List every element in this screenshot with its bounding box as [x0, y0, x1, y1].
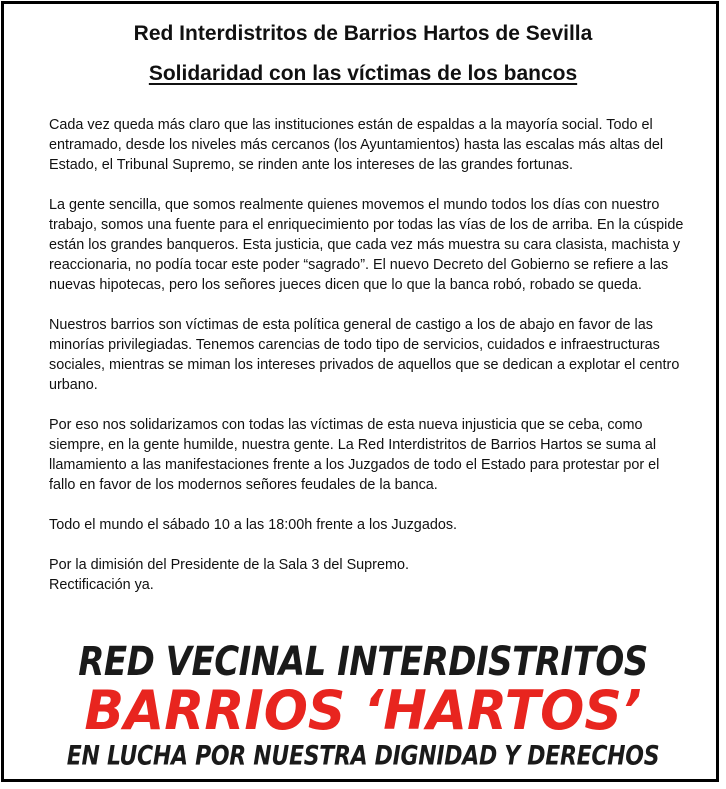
paragraph-1: Cada vez queda más claro que las instituciones están de espaldas a la mayoría social. Todo el entramado, desde los niveles más cercanos (los Ayuntamientos) hasta las escalas más altas del Estado, el Tribunal Supremo, se rinden ante los intereses de las grandes fortunas.: [49, 117, 664, 173]
paragraph-5: Todo el mundo el sábado 10 a las 18:00h frente a los Juzgados.: [49, 517, 458, 533]
document-body: [49, 115, 689, 595]
banner-line-red-vecinal: RED VECINAL INTERDISTRITOS: [78, 638, 648, 686]
closing-line-2: Rectificación ya.: [49, 577, 154, 593]
paragraph-2: La gente sencilla, que somos realmente quienes movemos el mundo todos los días con nuestro trabajo, somos una fuente para el enriquecimiento por todas las vías de los de arriba. En la cúspide están los grandes banqueros. Esta justicia, que cada vez más muestra su cara clasista, machista y reaccionaria, no podía tocar este poder “sagrado”. El nuevo Decreto del Gobierno se refiere a las nuevas hipotecas, pero los señores jueces dicen que lo que la banca robó, robado se queda.: [49, 197, 684, 293]
paragraph-3: Nuestros barrios son víctimas de esta política general de castigo a los de abajo en favor de las minorías privilegiadas. Tenemos carencias de todo tipo de servicios, cuidados e infraestructuras sociales, mientras se miman los intereses privados de aquellos que se dedican a explotar el centro urbano.: [49, 317, 680, 393]
paragraph-4: Por eso nos solidarizamos con todas las víctimas de esta nueva injusticia que se ceba, como siempre, en la gente humilde, nuestra gente. La Red Interdistritos de Barrios Hartos se suma al llamamiento a las manifestaciones frente a los Juzgados de todo el Estado para protestar por el fallo en favor de los modernos señores feudales de la banca.: [49, 417, 660, 493]
document-frame: [1, 1, 719, 782]
banner-line-barrios-hartos: BARRIOS ‘HARTOS’: [84, 679, 642, 743]
page-title: Red Interdistritos de Barrios Hartos de Sevilla: [133, 22, 593, 45]
banner-line-slogan: EN LUCHA POR NUESTRA DIGNIDAD Y DERECHOS: [66, 741, 660, 772]
closing-line-1: Por la dimisión del Presidente de la Sala 3 del Supremo.: [49, 557, 409, 573]
page-subtitle: Solidaridad con las víctimas de los bancos: [148, 62, 578, 85]
